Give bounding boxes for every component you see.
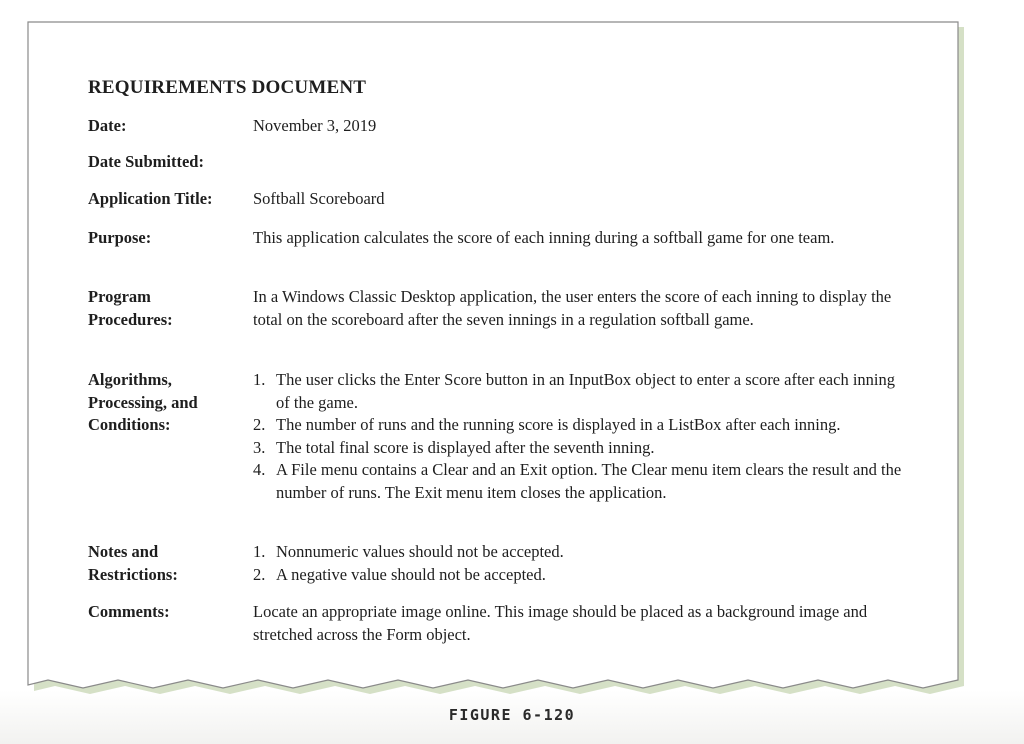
label-notes-line2: Restrictions: (88, 564, 178, 584)
notes-list (253, 541, 908, 586)
requirements-document (30, 22, 958, 682)
list-item-number: 2. (253, 564, 266, 584)
list-item-text: The total final score is displayed after the seventh inning. (276, 437, 655, 457)
label-algorithms-line1: Algorithms, (88, 370, 172, 389)
label-notes-restrictions (88, 541, 248, 586)
list-item-text: The number of runs and the running score is displayed in a ListBox after each inning. (276, 415, 841, 434)
list-item (253, 437, 908, 460)
list-item-number: 1. (253, 370, 266, 389)
list-item (253, 541, 908, 564)
label-purpose: Purpose: (88, 228, 152, 247)
label-program-procedures-line1: Program (88, 287, 151, 306)
label-algorithms-line3: Conditions: (88, 415, 171, 434)
value-program-procedures: In a Windows Classic Desktop application, the user enters the score of each inning to display the total on the scoreboard after the seven innings in a regulation softball game. (253, 287, 892, 329)
list-item-number: 1. (253, 542, 266, 561)
label-application-title: Application Title: (88, 189, 213, 208)
list-item (253, 564, 908, 587)
label-comments: Comments: (88, 602, 170, 621)
list-item (253, 414, 908, 437)
list-item-text: Nonnumeric values should not be accepted. (276, 542, 564, 561)
value-comments: Locate an appropriate image online. This image should be placed as a background image and stretched across the Form object. (253, 602, 868, 644)
label-algorithms-line2: Processing, and (88, 392, 198, 412)
label-notes-line1: Notes and (88, 542, 159, 561)
value-application-title: Softball Scoreboard (253, 189, 385, 208)
list-item-number: 3. (253, 437, 266, 457)
value-algorithms (253, 369, 908, 504)
label-date: Date: (88, 116, 127, 135)
label-program-procedures-line2: Procedures: (88, 309, 173, 329)
label-date-submitted: Date Submitted: (88, 152, 204, 171)
list-item-text: The user clicks the Enter Score button in an InputBox object to enter a score after each inning of the game. (276, 370, 895, 412)
list-item-text: A negative value should not be accepted. (276, 564, 546, 584)
list-item (253, 369, 908, 414)
value-purpose: This application calculates the score of each inning during a softball game for one team. (253, 228, 835, 247)
value-date: November 3, 2019 (253, 116, 377, 135)
algorithms-list (253, 369, 908, 504)
label-program-procedures (88, 286, 248, 331)
list-item-text: A File menu contains a Clear and an Exit option. The Clear menu item clears the result and the number of runs. The Exit menu item closes the application. (276, 460, 902, 502)
list-item (253, 459, 908, 504)
value-notes-restrictions (253, 541, 908, 586)
label-algorithms (88, 369, 248, 437)
document-title: REQUIREMENTS DOCUMENT (88, 77, 367, 98)
figure-caption: FIGURE 6-120 (448, 706, 576, 724)
list-item-number: 4. (253, 460, 266, 479)
list-item-number: 2. (253, 415, 266, 434)
